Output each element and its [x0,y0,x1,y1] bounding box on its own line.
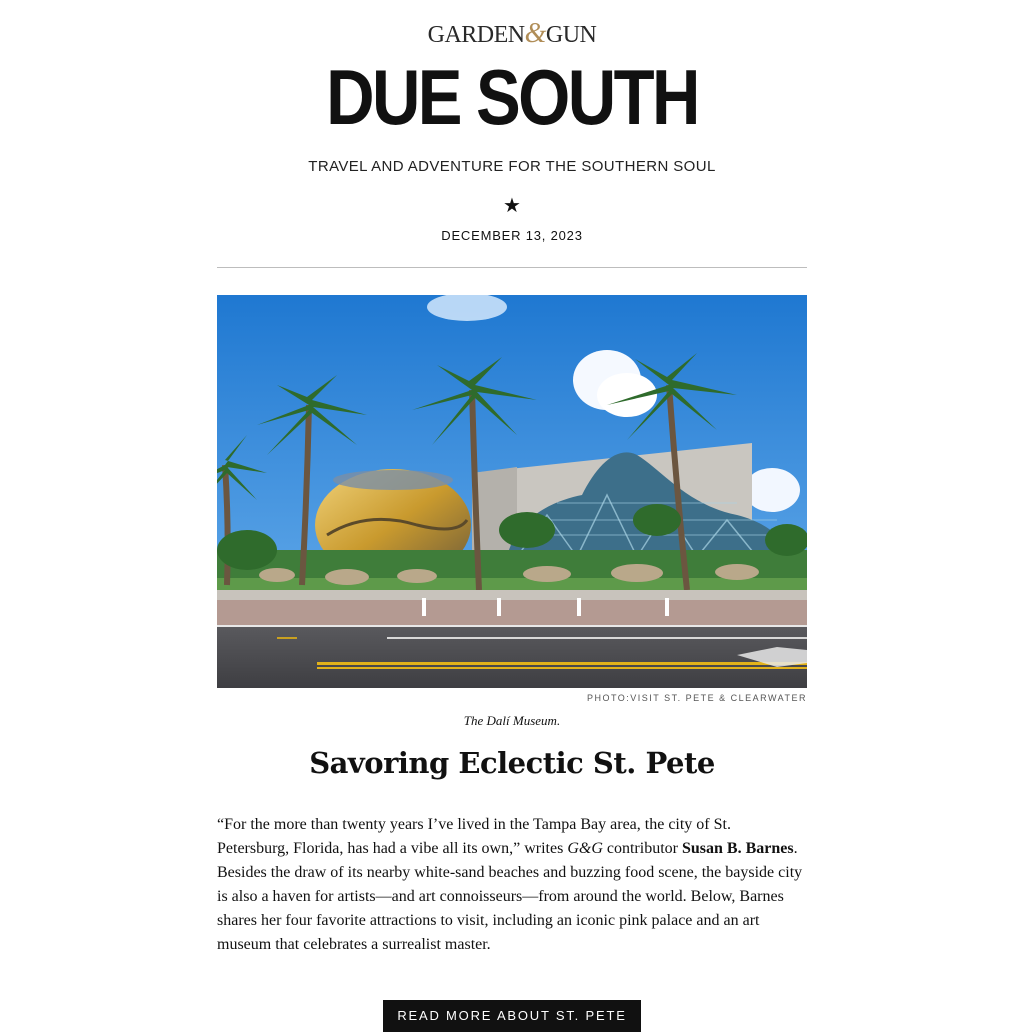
photo-caption: The Dalí Museum. [463,713,561,728]
divider [217,267,807,268]
brand-left: GARDEN [427,22,525,48]
body-text-1: “For the more than twenty years I’ve lived in the Tampa Bay area, the city of St. Petersburg, Florida, has had a vibe all its own,” writes [217,816,731,857]
publication-name: G&G [567,840,603,857]
read-more-button[interactable]: READ MORE ABOUT ST. PETE [383,1000,641,1032]
star-icon: ★ [503,193,521,217]
article-body [217,813,807,957]
hero-image[interactable] [217,295,807,688]
dali-museum-illustration [217,295,807,688]
newsletter-title: DUE SOUTH [326,53,698,141]
body-text-3: . Besides the draw of its nearby white-sand beaches and buzzing food scene, the bayside city is also a haven for artists—and art connoisseurs—from around the world. Below, Barnes shares her four favorite attractions to visit, including an iconic pink palace and an art museum that celebrates a surrealist master. [217,840,803,953]
issue-date: DECEMBER 13, 2023 [441,228,583,243]
photo-credit: PHOTO:VISIT ST. PETE & CLEARWATER [586,693,807,703]
newsletter-tagline: TRAVEL AND ADVENTURE FOR THE SOUTHERN SOUL [308,158,716,175]
brand-right: GUN [545,22,597,48]
author-name: Susan B. Barnes [681,840,794,857]
brand-logo[interactable] [0,18,1024,50]
article-headline[interactable]: Savoring Eclectic St. Pete [309,746,715,780]
body-text-2: contributor [602,840,682,857]
brand-ampersand: & [524,18,546,49]
